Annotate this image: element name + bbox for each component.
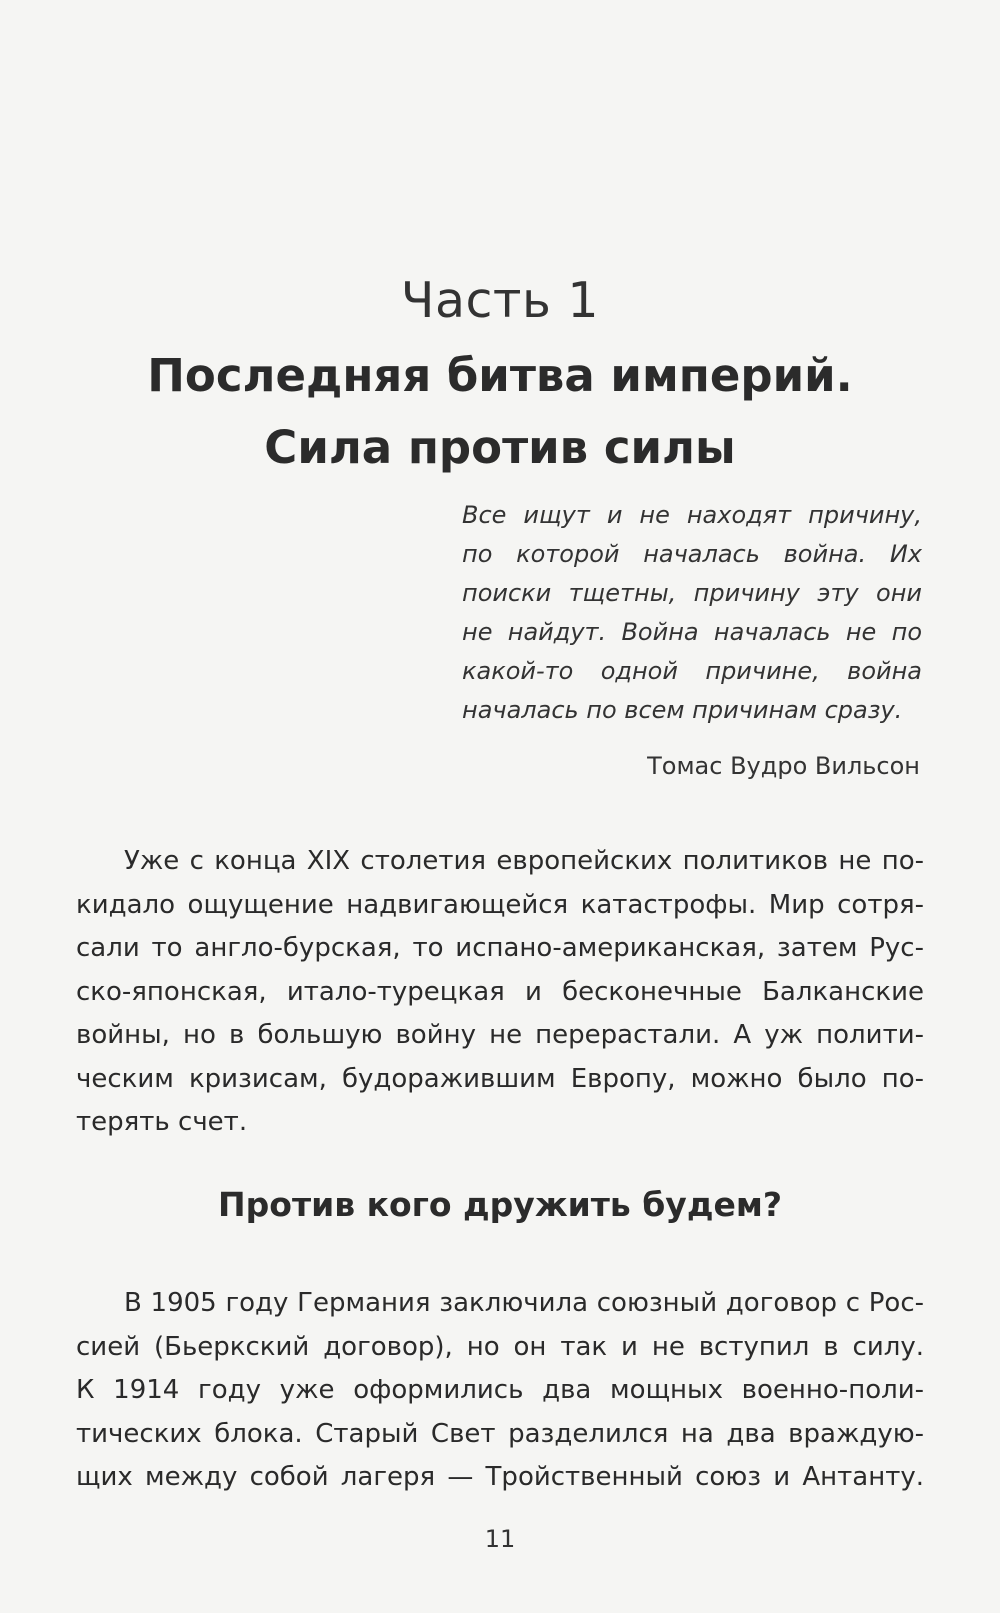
epigraph-line: не найдут. Война началась не по bbox=[462, 618, 922, 646]
paragraph-line: терять счет. bbox=[76, 1107, 248, 1137]
paragraph-line: ско-японская, итало-турецкая и бесконечные Балканские bbox=[76, 976, 924, 1007]
paragraph-line: сали то англо-бурская, то испано-американская, затем Рус- bbox=[76, 933, 924, 963]
epigraph bbox=[462, 496, 922, 730]
paragraph-line: ческим кризисам, будоражившим Европу, можно было по- bbox=[76, 1063, 924, 1094]
paragraph bbox=[76, 1282, 924, 1500]
paragraph-line: К 1914 году уже оформились два мощных военно-поли- bbox=[76, 1375, 924, 1405]
epigraph-line: по которой началась война. Их bbox=[462, 540, 922, 568]
chapter-title bbox=[0, 340, 1000, 484]
paragraph-line: В 1905 году Германия заключила союзный договор с Рос- bbox=[124, 1288, 924, 1318]
epigraph-line: началась по всем причинам сразу. bbox=[462, 696, 903, 724]
section-heading: Против кого дружить будем? bbox=[218, 1185, 782, 1224]
paragraph-line: тических блока. Старый Свет разделился на два враждую- bbox=[76, 1418, 924, 1449]
paragraph-line: сией (Бьеркский договор), но он так и не вступил в силу. bbox=[76, 1331, 924, 1362]
paragraph-line: щих между собой лагеря — Тройственный союз и Антанту. bbox=[76, 1462, 924, 1492]
chapter-title-line: Сила против силы bbox=[264, 421, 736, 474]
paragraph-line: войны, но в большую войну не перерастали. А уж полити- bbox=[76, 1020, 924, 1050]
paragraph-line: кидало ощущение надвигающейся катастрофы. Мир сотря- bbox=[76, 889, 924, 920]
page-number: 11 bbox=[484, 1525, 516, 1553]
epigraph-line: Все ищут и не находят причину, bbox=[462, 501, 922, 529]
part-label: Часть 1 bbox=[400, 272, 600, 329]
paragraph bbox=[76, 840, 924, 1145]
chapter-title-line: Последняя битва империй. bbox=[147, 349, 853, 402]
epigraph-author: Томас Вудро Вильсон bbox=[647, 752, 920, 780]
paragraph-line: Уже с конца XIX столетия европейских политиков не по- bbox=[124, 846, 924, 876]
epigraph-line: какой-то одной причине, война bbox=[462, 657, 922, 685]
epigraph-line: поиски тщетны, причину эту они bbox=[462, 579, 922, 607]
